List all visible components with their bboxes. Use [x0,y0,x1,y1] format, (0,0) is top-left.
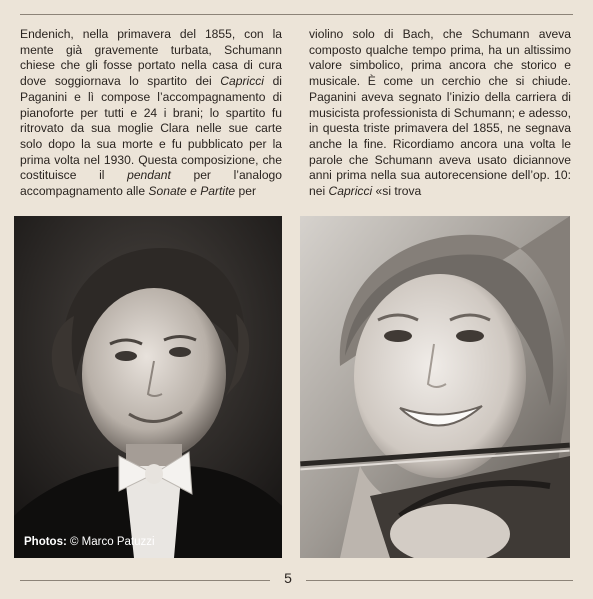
violinist-portrait-photo [300,216,570,558]
pianist-portrait-image [14,216,282,558]
italic-term: pendant [127,168,171,183]
photo-credit-label: Photos: [24,536,67,548]
text-span: «si trova [372,184,422,199]
bottom-rule-left [20,580,270,581]
page-number: 5 [284,570,292,586]
italic-title: Capricci [220,74,264,89]
text-span: di Paganini e lì compose l’accompagnamento di pianoforte per tutti e 24 i brani; lo spartito fu ritrovato da sua moglie Clara nelle sue carte solo dopo la sua morte e fu pubblicato per la prima volta nel 1930. Questa composizione, che costituisce il [20,74,282,183]
left-text-column [20,27,282,200]
text-span: per l’analogo accompagnamento alle [20,168,282,199]
photo-credit-name: © Marco Patuzzi [66,536,155,548]
violinist-portrait-image [300,216,570,558]
italic-title: Sonate e Partite [148,184,236,199]
pianist-portrait-photo [14,216,282,558]
text-span: Endenich, nella primavera del 1855, con la mente già gravemente turbata, Schumann chiese che gli fosse portato nella casa di cura dove soggiornava lo spartito dei [20,27,282,89]
right-paragraph [309,27,571,200]
right-text-column [309,27,571,200]
top-rule [20,14,573,15]
bottom-rule-right [306,580,573,581]
italic-title: Capricci [328,184,373,199]
text-span: violino solo di Bach, che Schumann aveva composto qualche tempo prima, ha un altissimo valore simbolico, prima ancora che storico e musicale. È come un cerchio che si chiude. Paganini aveva segnato l’inizio della carriera di musicista professionista di Schumann; e adesso, in questa triste primavera del 1855, ne segnava anche la fine. Ricordiamo ancora una volta le parole che Schumann aveva usato diciannove anni prima nella sua autorecensione dell’op. 10: nei [309,27,571,199]
left-paragraph [20,27,282,200]
photo-credit-caption [24,536,155,548]
text-span: per [235,184,256,199]
